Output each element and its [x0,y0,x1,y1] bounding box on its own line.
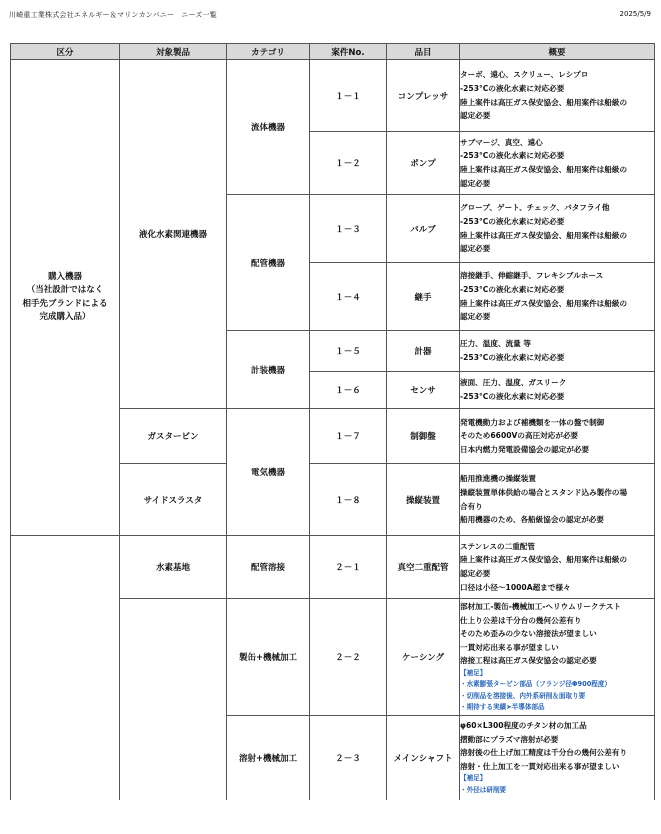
item-cell: ケーシング [387,599,460,716]
case-no-cell: １－４ [310,263,387,331]
product-cell [120,599,227,800]
col-header-category: カテゴリ [227,44,310,60]
item-cell: バルブ [387,195,460,263]
summary-line: 圧力、温度、流量 等 [460,339,531,349]
summary-line: -253°Cの液化水素に対応必要 [460,83,565,93]
summary-line: 液面、圧力、温度、ガスリーク [460,378,567,388]
summary-line: 発電機動力および補機類を一体の盤で制御 [460,417,605,427]
product-cell: 水素基地 [120,536,227,599]
summary-line: -253°Cの液化水素に対応必要 [460,151,565,161]
summary-line: 溶射・仕上加工を一貫対応出来る事が望ましい [460,761,620,771]
summary-cell [460,464,655,536]
summary-line: サブマージ、真空、遠心 [460,137,543,147]
summary-line: -253°Cの液化水素に対応必要 [460,284,565,294]
summary-cell [460,716,655,800]
case-no-cell: １－７ [310,409,387,464]
kubun-cell [11,60,120,536]
item-cell: 計器 [387,331,460,372]
category-cell: 電気機器 [227,409,310,536]
summary-line: グローブ、ゲート、チェック、バタフライ他 [460,203,610,213]
item-cell: メインシャフト [387,716,460,800]
case-no-cell: １－１ [310,60,387,132]
summary-line: 摺動部にプラズマ溶射が必要 [460,734,559,744]
summary-line: -253°Cの液化水素に対応必要 [460,216,565,226]
supplement-note: ・水素膨張タービン部品（フランジ径Φ900程度） [460,680,612,689]
summary-line: 口径は小径～1000A超まで様々 [460,582,571,592]
summary-line: -253°Cの液化水素に対応必要 [460,392,565,401]
summary-line: 溶射後の仕上げ加工精度は千分台の幾何公差有り [460,748,628,758]
kubun-line: （当社設計ではなく [26,285,104,295]
category-cell: 配管溶接 [227,536,310,599]
summary-line: ターボ、遠心、スクリュー、レシプロ [460,70,589,80]
summary-cell [460,132,655,195]
item-cell: 真空二重配管 [387,536,460,599]
item-cell: 継手 [387,263,460,331]
summary-line: 認定必要 [460,312,491,322]
summary-line: φ60×L300程度のチタン材の加工品 [460,721,587,731]
case-no-cell: ２－１ [310,536,387,599]
summary-line: 認定必要 [460,244,491,254]
summary-line: 合有り [460,501,483,511]
product-cell: ガスタービン [120,409,227,464]
col-header-kubun: 区分 [11,44,120,60]
summary-line: 一貫対応出来る事が望ましい [460,642,559,652]
summary-line: そのため歪みの少ない溶接法が望ましい [460,629,597,639]
category-cell: 溶射+機械加工 [227,716,310,800]
supplement-note: ・外径は研削要 [460,785,507,794]
summary-line: 部材加工-製缶-機械加工-ヘリウムリークテスト [460,602,621,612]
case-no-cell: １－６ [310,372,387,409]
case-no-cell: ２－２ [310,599,387,716]
case-no-cell: １－２ [310,132,387,195]
supplement-note: 【補足】 [460,774,487,783]
document-title: 川崎重工業株式会社エネルギー＆マリンカンパニー ニーズ一覧 [9,11,217,19]
category-cell: 製缶+機械加工 [227,599,310,716]
summary-cell [460,195,655,263]
summary-line: 陸上案件は高圧ガス保安協会、船用案件は船級の [460,165,628,174]
summary-cell [460,263,655,331]
case-no-cell: ２－３ [310,716,387,800]
item-cell: ポンプ [387,132,460,195]
summary-cell [460,331,655,372]
col-header-product: 対象製品 [120,44,227,60]
summary-line: 溶接工程は高圧ガス保安協会の認定必要 [460,656,597,666]
kubun-line: 購入機器 [47,271,82,282]
col-header-item: 品目 [387,44,460,60]
category-cell: 流体機器 [227,60,310,195]
category-cell: 計装機器 [227,331,310,409]
summary-line: 操縦装置単体供給の場合とスタンド込み製作の場 [460,487,628,497]
summary-line: 船用推進機の操縦装置 [460,474,536,484]
table-header-row [11,44,655,60]
summary-line: 陸上案件は高圧ガス保安協会、船用案件は船級の [460,555,628,565]
table-row [11,536,655,599]
kubun-cell [11,536,120,800]
table-row [11,60,655,132]
product-cell: 液化水素関連機器 [120,60,227,409]
summary-line: 認定必要 [460,178,491,188]
item-cell: センサ [387,372,460,409]
item-cell: 操縦装置 [387,464,460,536]
summary-line: 船用機器のため、各船級協会の認定が必要 [460,515,604,525]
summary-line: ステンレスの二重配管 [460,541,535,551]
supplement-note: 【補足】 [460,668,487,677]
summary-line: 陸上案件は高圧ガス保安協会、船用案件は船級の [460,230,628,240]
summary-line: そのため6600Vの高圧対応が必要 [460,431,579,441]
summary-line: 仕上り公差は千分台の幾何公差有り [460,615,582,625]
needs-table [10,43,655,800]
case-no-cell: １－８ [310,464,387,536]
case-no-cell: １－３ [310,195,387,263]
summary-cell [460,599,655,716]
col-header-summary: 概要 [460,44,655,60]
category-cell: 配管機器 [227,195,310,331]
kubun-line: 完成購入品） [39,312,91,322]
summary-cell [460,536,655,599]
product-cell: サイドスラスタ [120,464,227,536]
summary-line: 日本内燃力発電設備協会の認定が必要 [460,444,590,454]
summary-cell [460,409,655,464]
summary-line: 認定必要 [460,569,491,578]
case-no-cell: １－５ [310,331,387,372]
summary-line: 溶接継手、伸縮継手、フレキシブルホース [460,271,604,281]
summary-line: 認定必要 [460,111,491,121]
kubun-line: 相手先ブランドによる [22,298,108,309]
summary-cell [460,60,655,132]
supplement-note: ・切削品を溶接後、内外系研削＆面取り要 [460,691,586,700]
summary-line: 陸上案件は高圧ガス保安協会、船用案件は船級の [460,298,628,308]
summary-line: 陸上案件は高圧ガス保安協会、船用案件は船級の [460,97,628,107]
item-cell: 制御盤 [387,409,460,464]
col-header-case-no: 案件No. [310,44,387,60]
summary-cell [460,372,655,409]
item-cell: コンプレッサ [387,60,460,132]
document-date: 2025/5/9 [619,10,651,18]
summary-line: -253°Cの液化水素に対応必要 [460,353,565,362]
supplement-note: ・期待する実績➤半導体部品 [460,703,545,712]
